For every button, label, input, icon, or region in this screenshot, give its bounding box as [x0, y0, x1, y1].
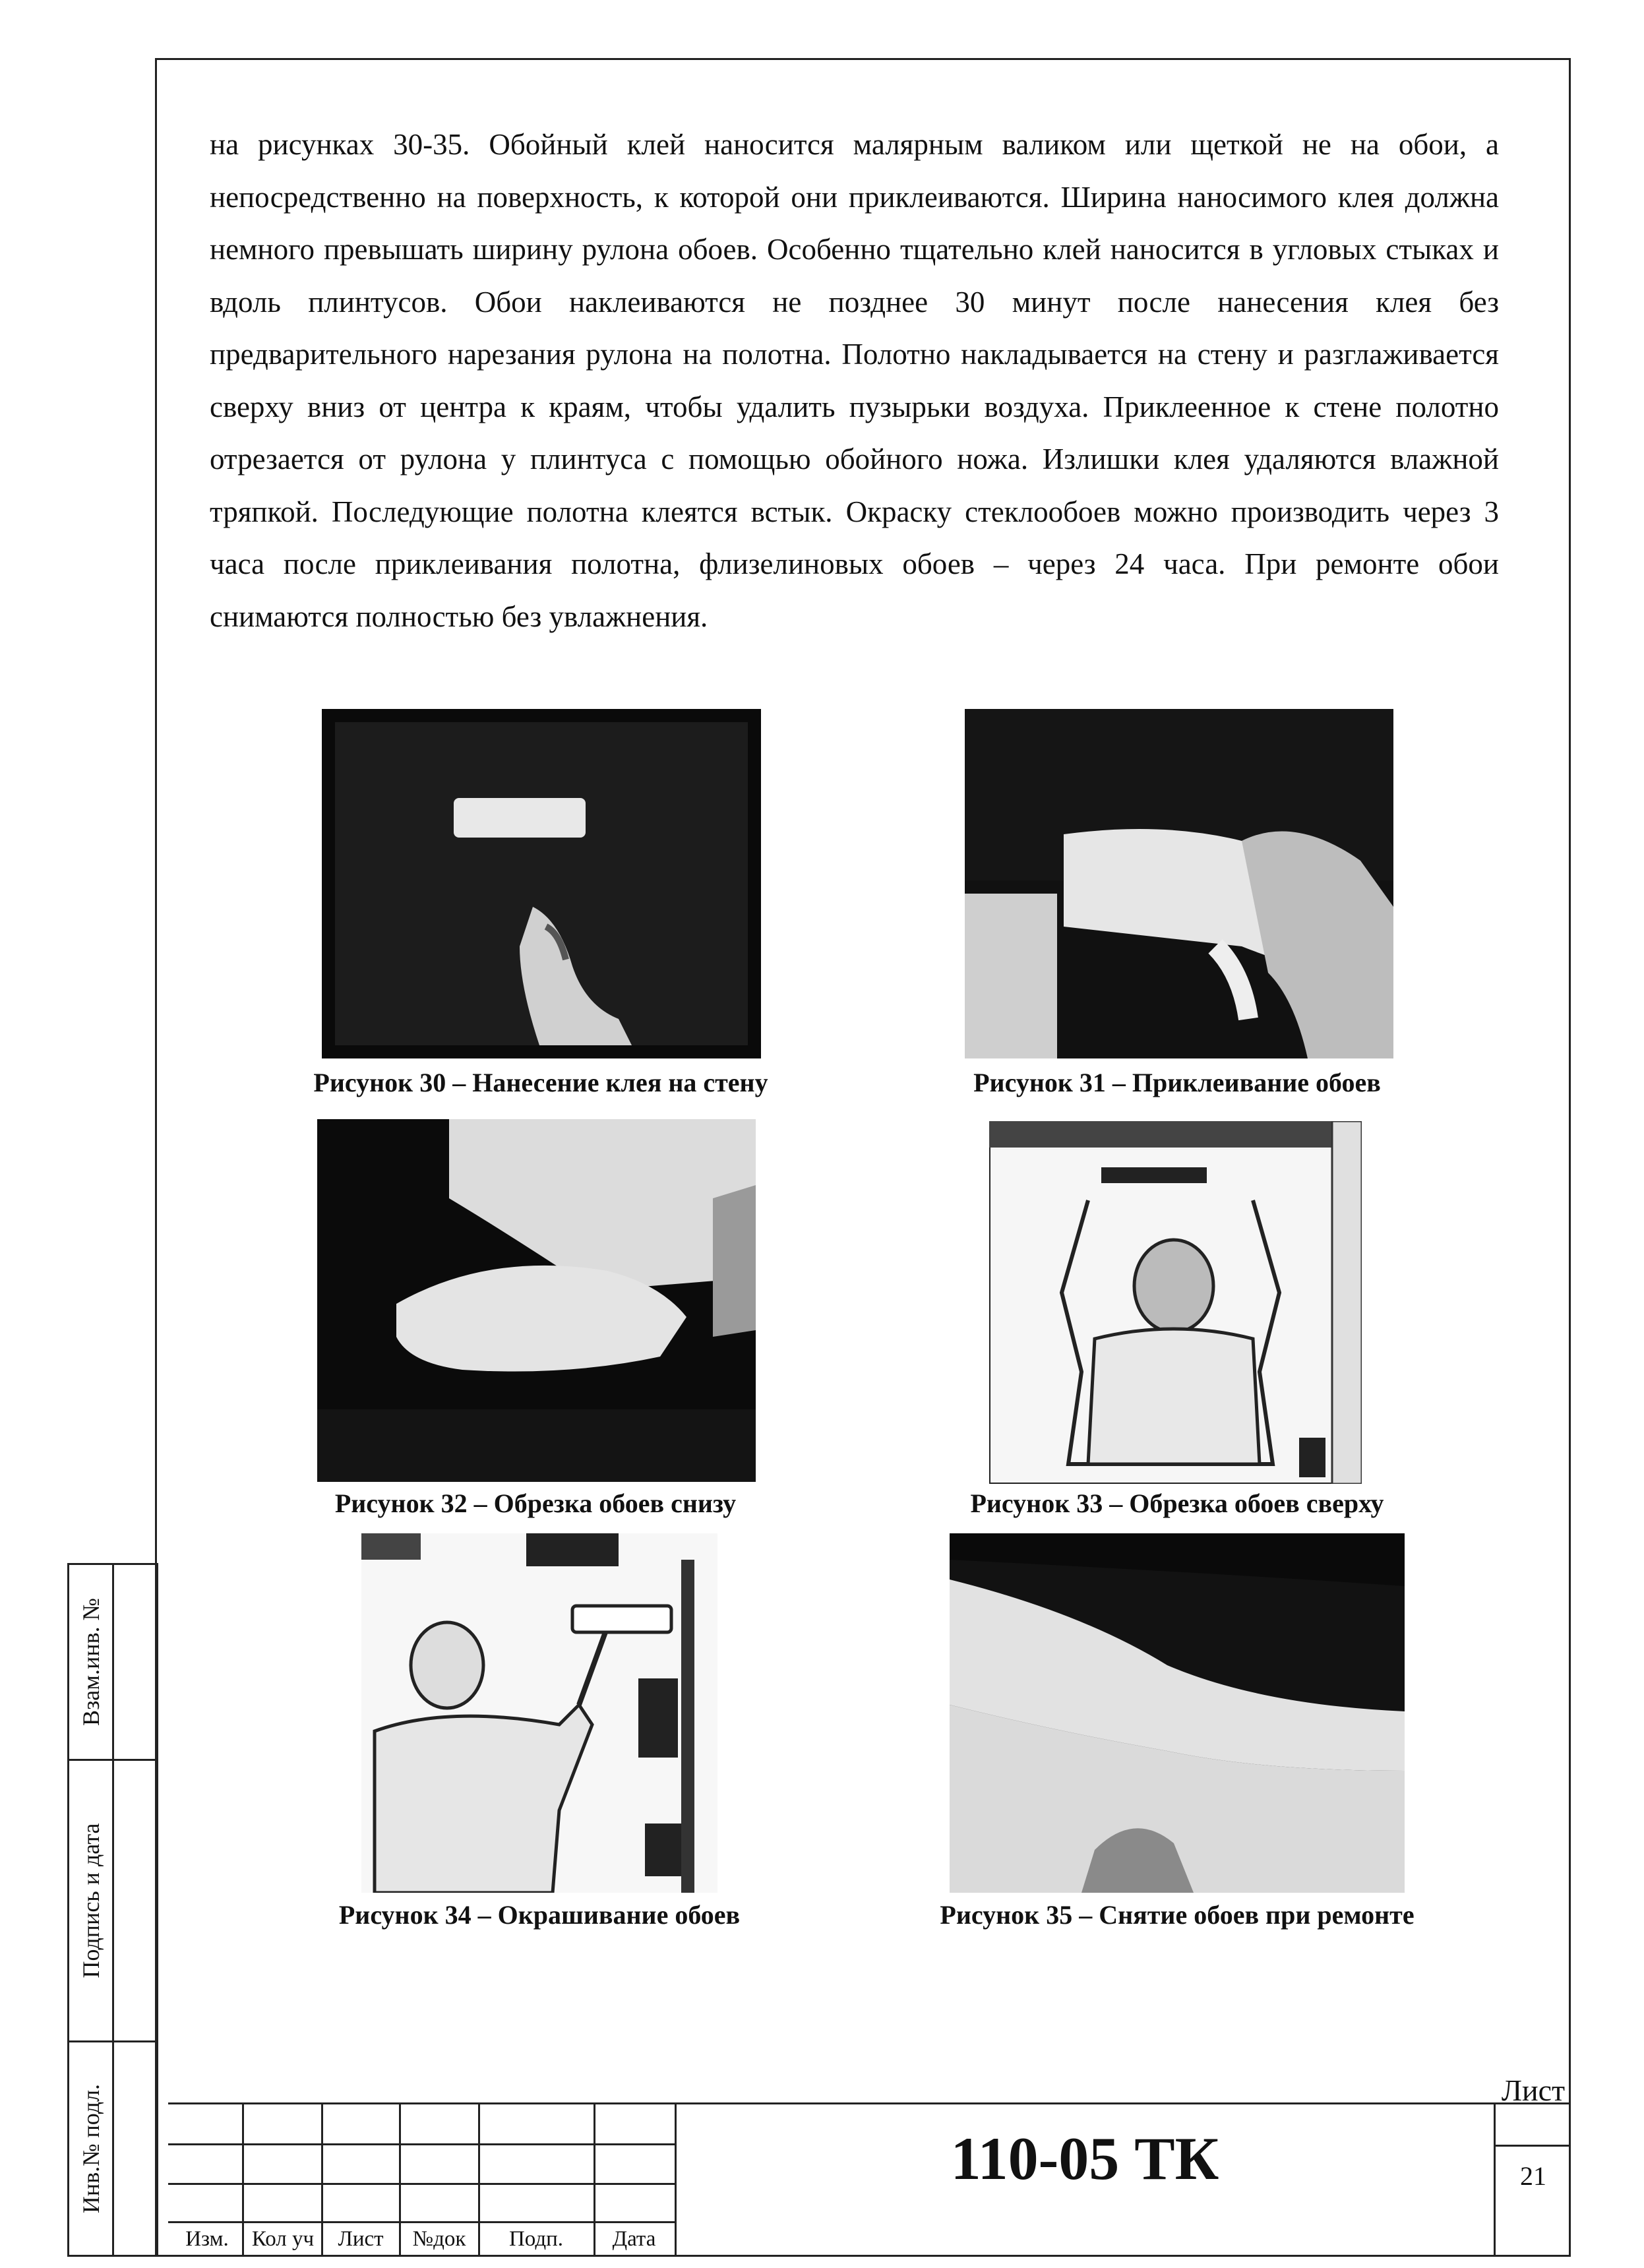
figure-30-image [322, 709, 761, 1058]
header-quantity: Кол уч [251, 2227, 315, 2251]
sheet-label: Лист [1501, 2073, 1566, 2107]
side-cell-replacement-inv [67, 1563, 158, 1761]
side-cell-original-inv [67, 2040, 158, 2257]
figure-31-image [965, 709, 1393, 1058]
header-sheet: Лист [338, 2227, 384, 2251]
figure-31-caption: Рисунок 31 – Приклеивание обоев [973, 1068, 1381, 1097]
side-cell-signature-date [67, 1759, 158, 2042]
sheet-number: 21 [1520, 2161, 1546, 2191]
side-label-signature-date: Подпись и дата [77, 1823, 104, 1978]
figure-35-caption: Рисунок 35 – Снятие обоев при ремонте [940, 1900, 1415, 1930]
figure-30-caption: Рисунок 30 – Нанесение клея на стену [313, 1068, 768, 1097]
document-code: 110-05 ТК [950, 2125, 1219, 2192]
side-label-original-inv: Инв.№ подл. [77, 2083, 104, 2214]
header-signature: Подп. [508, 2227, 564, 2251]
figure-33-caption: Рисунок 33 – Обрезка обоев сверху [970, 1488, 1384, 1518]
header-doc-number: №док [412, 2227, 466, 2251]
figure-33-image [989, 1121, 1362, 1484]
figure-34-image [361, 1533, 717, 1893]
side-label-replacement-inv: Взам.инв. № [77, 1598, 104, 1726]
side-stamp-strip [67, 1563, 158, 2257]
figure-34-caption: Рисунок 34 – Окрашивание обоев [338, 1900, 741, 1930]
figure-35-image [950, 1533, 1405, 1893]
header-change: Изм. [185, 2227, 229, 2251]
title-block-divider [675, 2104, 677, 2257]
header-date: Дата [612, 2227, 656, 2251]
body-paragraph: на рисунках 30-35. Обойный клей наносится малярным валиком или щеткой не на обои, а непосредственно на поверхность, к которой они приклеиваются. Ширина наносимого клея должна немного превышать ширину рулона обоев. Особенно тщательно клей наносится в угловых стыках и вдоль плинтусов. Обои наклеиваются не позднее 30 минут после нанесения клея без предварительного нарезания рулона на полотна. Полотно накладывается на стену и разглаживается сверху вниз от центра к краям, чтобы удалить пузырьки воздуха. Приклеенное к стене полотно отрезается от рулона у плинтуса с помощью обойного ножа. Излишки клея удаляются влажной тряпкой. Последующие полотна клеятся встык. Окраску стеклообоев можно производить через 3 часа после приклеивания полотна, флизелиновых обоев – через 24 часа. При ремонте обои снимаются полностью без увлажнения. [210, 128, 1499, 633]
figure-32-image [317, 1119, 756, 1482]
figure-32-caption: Рисунок 32 – Обрезка обоев снизу [334, 1488, 737, 1518]
